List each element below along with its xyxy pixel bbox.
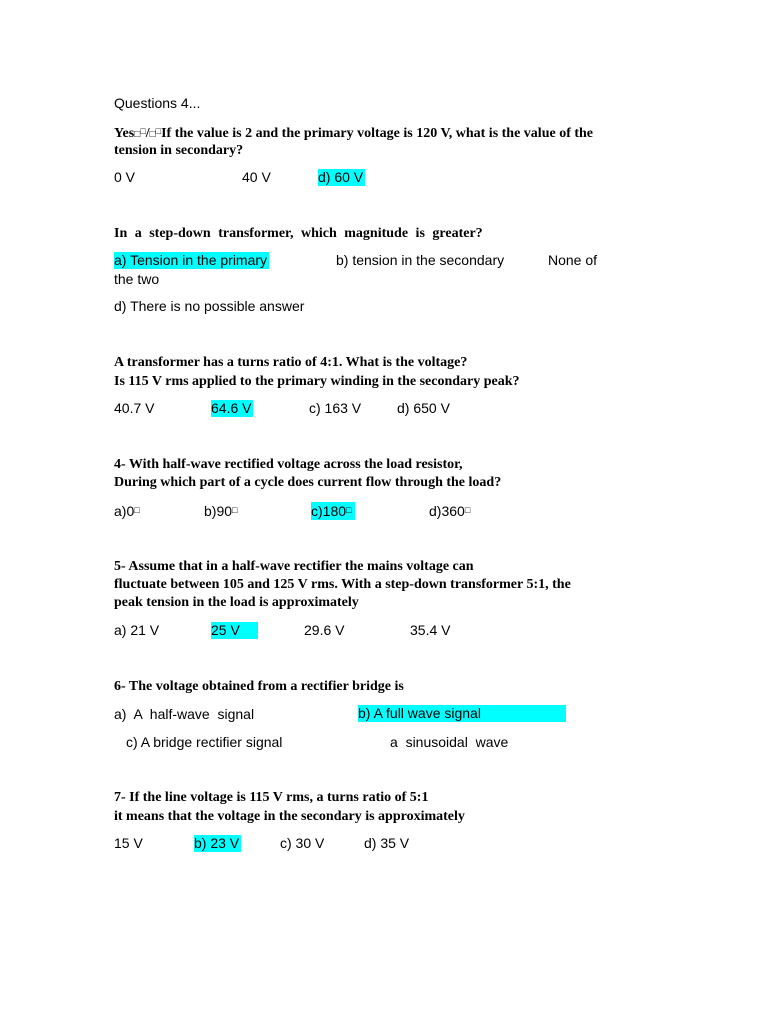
q6-answer-b-highlighted: b) A full wave signal: [358, 705, 566, 722]
q7-answer-d: d) 35 V: [364, 835, 410, 851]
q4-answer-a-label: a)0: [114, 503, 135, 519]
q2-answer-a: 40.7 V: [114, 400, 155, 416]
q0-slash: /: [145, 126, 150, 141]
q5-question-line2: fluctuate between 105 and 125 V rms. With a step-down transformer 5:1, the: [114, 577, 571, 592]
q5-answer-d: 35.4 V: [410, 622, 451, 638]
q7-answer-a: 15 V: [114, 835, 143, 851]
q0-answer-a: 0 V: [114, 169, 136, 185]
q5-answer-b-highlighted: 25 V: [211, 622, 258, 639]
q2-answer-c: c) 163 V: [309, 400, 362, 416]
placeholder-glyph: □: [140, 126, 146, 136]
q2-answer-b-highlighted: 64.6 V: [211, 400, 252, 416]
q0-prefix: Yes: [114, 126, 135, 141]
q5-answer-c: 29.6 V: [304, 622, 345, 638]
degree-glyph: □: [134, 505, 140, 515]
q4-answer-b-label: b)90: [204, 503, 233, 519]
q1-answer-a-highlighted: a) Tension in the primary: [114, 252, 268, 268]
q6-answer-d: a sinusoidal wave: [390, 734, 509, 750]
q4-question-line1: 4- With half-wave rectified voltage across the load resistor,: [114, 457, 463, 472]
q7-answer-b-highlighted: b) 23 V: [194, 835, 240, 851]
q0-question-line1: [114, 123, 593, 143]
q7-question-line1: 7- If the line voltage is 115 V rms, a turns ratio of 5:1: [114, 790, 429, 805]
q4-answer-a: [114, 502, 140, 520]
q4-question-line2: During which part of a cycle does current flow through the load?: [114, 475, 502, 490]
page-heading: Questions 4...: [114, 95, 201, 111]
q7-answer-c: c) 30 V: [280, 835, 325, 851]
q4-answer-b: [204, 502, 237, 520]
q0-answer-d-highlighted: d) 60 V: [318, 169, 364, 185]
q2-question-line2: Is 115 V rms applied to the primary winding in the secondary peak?: [114, 374, 520, 389]
q4-answer-c-label: c)180: [311, 503, 347, 519]
placeholder-glyph: □: [149, 129, 156, 140]
q5-answer-a: a) 21 V: [114, 622, 160, 638]
placeholder-glyph: □: [155, 126, 162, 136]
q4-answer-c-highlighted: [311, 502, 355, 520]
q6-answer-a: a) A half-wave signal: [114, 706, 255, 722]
q6-answer-c: c) A bridge rectifier signal: [126, 734, 283, 750]
q1-answer-c: None of: [548, 252, 598, 268]
q0-question-line2: tension in secondary?: [114, 143, 244, 158]
q5-question-line1: 5- Assume that in a half-wave rectifier the mains voltage can: [114, 559, 474, 574]
degree-glyph: □: [346, 505, 352, 515]
q4-answer-d-label: d)360: [429, 503, 465, 519]
q2-question-line1: A transformer has a turns ratio of 4:1. What is the voltage?: [114, 355, 468, 370]
degree-glyph: □: [464, 505, 471, 515]
q4-answer-d: [429, 502, 470, 520]
q1-answer-c-continued: the two: [114, 271, 160, 287]
q1-question: In a step-down transformer, which magnitude is greater?: [114, 226, 483, 241]
placeholder-glyph: □: [134, 129, 141, 140]
q7-question-line2: it means that the voltage in the secondary is approximately: [114, 809, 465, 824]
q2-answer-d: d) 650 V: [397, 400, 450, 416]
q0-answer-b: 40 V: [242, 169, 271, 185]
q6-question: 6- The voltage obtained from a rectifier bridge is: [114, 679, 404, 694]
degree-glyph: □: [232, 505, 238, 515]
q5-question-line3: peak tension in the load is approximately: [114, 595, 359, 610]
q1-answer-b: b) tension in the secondary: [336, 252, 505, 268]
q1-answer-d: d) There is no possible answer: [114, 298, 305, 314]
q0-question-text: If the value is 2 and the primary voltage is 120 V, what is the value of the: [161, 126, 594, 141]
